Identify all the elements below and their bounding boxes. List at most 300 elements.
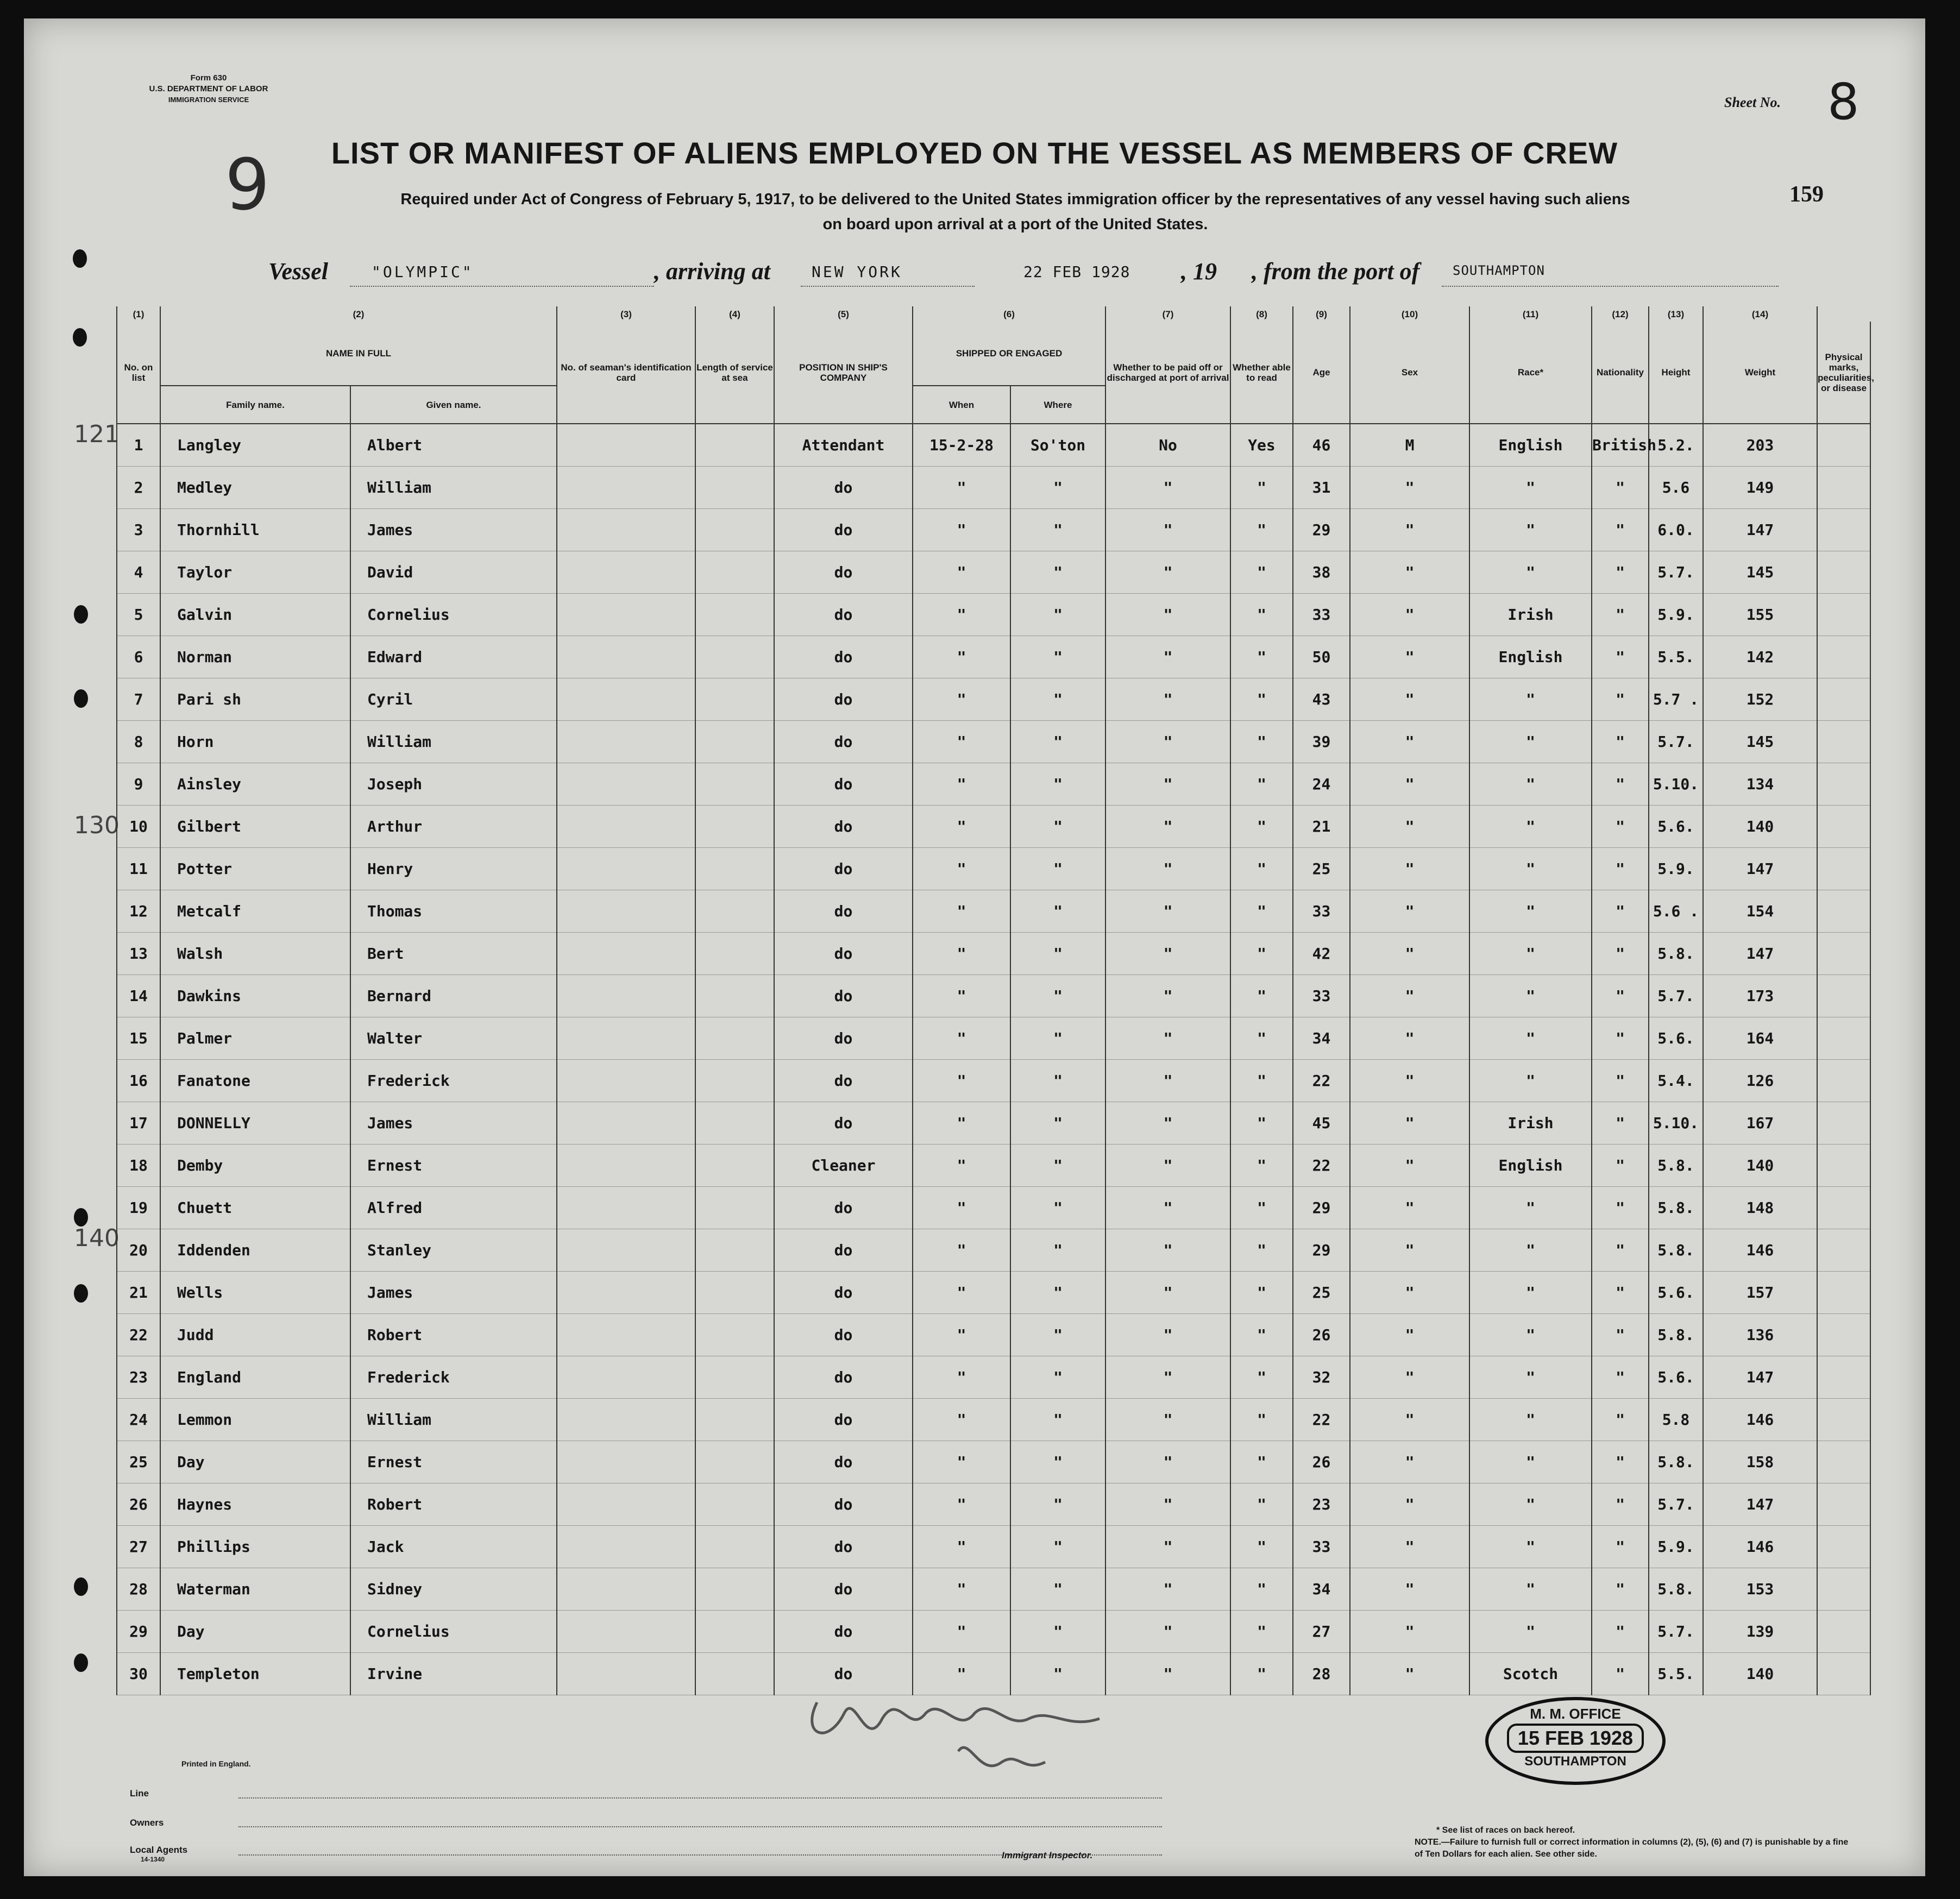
table-row — [117, 1441, 1870, 1483]
service-length — [695, 1060, 774, 1102]
weight: 158 — [1703, 1441, 1817, 1483]
race: " — [1469, 467, 1592, 509]
service-length — [695, 1356, 774, 1399]
sex: " — [1350, 1102, 1469, 1145]
able-to-read: " — [1230, 721, 1293, 763]
family-name: Dawkins — [160, 975, 350, 1017]
race: " — [1469, 1483, 1592, 1526]
row-number: 13 — [117, 933, 160, 975]
shipped-where: " — [1010, 1017, 1105, 1060]
header-given-name: Given name. — [350, 386, 557, 424]
given-name: Sidney — [350, 1568, 557, 1611]
line-label: Line — [130, 1788, 149, 1799]
paid-off: " — [1105, 1526, 1230, 1568]
position: do — [774, 1653, 913, 1695]
seaman-card — [557, 763, 695, 806]
physical-marks — [1817, 763, 1870, 806]
given-name: Edward — [350, 636, 557, 678]
weight: 148 — [1703, 1187, 1817, 1229]
header-when: When — [913, 386, 1010, 424]
table-row — [117, 467, 1870, 509]
table-row — [117, 551, 1870, 594]
shipped-where: " — [1010, 1102, 1105, 1145]
paid-off: " — [1105, 975, 1230, 1017]
age: 25 — [1293, 848, 1350, 890]
seaman-card — [557, 678, 695, 721]
able-to-read: " — [1230, 467, 1293, 509]
family-name: Lemmon — [160, 1399, 350, 1441]
paid-off: " — [1105, 1314, 1230, 1356]
able-to-read: " — [1230, 975, 1293, 1017]
table-row — [117, 721, 1870, 763]
table-row — [117, 1314, 1870, 1356]
note-race: * See list of races on back hereof. — [1436, 1826, 1575, 1835]
height: 5.7. — [1649, 1483, 1703, 1526]
paid-off: " — [1105, 1483, 1230, 1526]
paid-off: " — [1105, 1102, 1230, 1145]
header-length-service: Length of service at sea — [695, 322, 774, 424]
shipped-where: " — [1010, 975, 1105, 1017]
header-nationality: Nationality — [1592, 322, 1649, 424]
arrival-date: 22 FEB 1928 — [1023, 263, 1130, 281]
family-name: Medley — [160, 467, 350, 509]
paid-off: " — [1105, 848, 1230, 890]
family-name: Ainsley — [160, 763, 350, 806]
row-number: 28 — [117, 1568, 160, 1611]
able-to-read: " — [1230, 509, 1293, 551]
shipped-when: " — [913, 890, 1010, 933]
colnum-7: (7) — [1105, 306, 1230, 322]
crew-rows — [117, 424, 1870, 1695]
service-length — [695, 848, 774, 890]
shipped-when: 15-2-28 — [913, 424, 1010, 467]
seaman-card — [557, 1229, 695, 1272]
nationality: " — [1592, 678, 1649, 721]
physical-marks — [1817, 636, 1870, 678]
shipped-when: " — [913, 1314, 1010, 1356]
able-to-read: " — [1230, 1653, 1293, 1695]
weight: 145 — [1703, 551, 1817, 594]
subtitle-line-2: on board upon arrival at a port of the United States. — [822, 216, 1208, 233]
height: 5.8. — [1649, 933, 1703, 975]
position: do — [774, 1060, 913, 1102]
colnum-5: (5) — [774, 306, 913, 322]
service-length — [695, 721, 774, 763]
sex: " — [1350, 551, 1469, 594]
paid-off: " — [1105, 763, 1230, 806]
position: do — [774, 890, 913, 933]
given-name: Robert — [350, 1314, 557, 1356]
binder-hole — [74, 689, 88, 708]
weight: 203 — [1703, 424, 1817, 467]
weight: 140 — [1703, 806, 1817, 848]
position: do — [774, 509, 913, 551]
table-row — [117, 1483, 1870, 1526]
nationality: " — [1592, 721, 1649, 763]
sex: " — [1350, 1229, 1469, 1272]
shipped-when: " — [913, 806, 1010, 848]
nationality: " — [1592, 1356, 1649, 1399]
position: do — [774, 678, 913, 721]
shipped-where: " — [1010, 1526, 1105, 1568]
position: do — [774, 975, 913, 1017]
row-number: 16 — [117, 1060, 160, 1102]
physical-marks — [1817, 1568, 1870, 1611]
service-length — [695, 1483, 774, 1526]
position: do — [774, 1356, 913, 1399]
shipped-where: " — [1010, 509, 1105, 551]
shipped-when: " — [913, 1611, 1010, 1653]
weight: 147 — [1703, 509, 1817, 551]
given-name: William — [350, 721, 557, 763]
physical-marks — [1817, 933, 1870, 975]
physical-marks — [1817, 424, 1870, 467]
sex: " — [1350, 1483, 1469, 1526]
age: 29 — [1293, 1229, 1350, 1272]
table-row — [117, 1229, 1870, 1272]
physical-marks — [1817, 1229, 1870, 1272]
nationality: " — [1592, 1314, 1649, 1356]
race: Scotch — [1469, 1653, 1592, 1695]
height: 5.8. — [1649, 1441, 1703, 1483]
service-length — [695, 1229, 774, 1272]
age: 38 — [1293, 551, 1350, 594]
nationality: British — [1592, 424, 1649, 467]
shipped-when: " — [913, 594, 1010, 636]
height: 5.6 — [1649, 467, 1703, 509]
age: 42 — [1293, 933, 1350, 975]
race: Irish — [1469, 594, 1592, 636]
nationality: " — [1592, 551, 1649, 594]
race: " — [1469, 1356, 1592, 1399]
shipped-where: " — [1010, 551, 1105, 594]
paid-off: " — [1105, 678, 1230, 721]
family-name: England — [160, 1356, 350, 1399]
shipped-when: " — [913, 1441, 1010, 1483]
binder-hole — [74, 1577, 88, 1596]
able-to-read: " — [1230, 1356, 1293, 1399]
physical-marks — [1817, 551, 1870, 594]
shipped-when: " — [913, 1356, 1010, 1399]
shipped-where: " — [1010, 1314, 1105, 1356]
height: 5.4. — [1649, 1060, 1703, 1102]
race: English — [1469, 636, 1592, 678]
table-row — [117, 1526, 1870, 1568]
weight: 149 — [1703, 467, 1817, 509]
position: do — [774, 1483, 913, 1526]
nationality: " — [1592, 1017, 1649, 1060]
row-number: 12 — [117, 890, 160, 933]
seaman-card — [557, 848, 695, 890]
seaman-card — [557, 933, 695, 975]
age: 50 — [1293, 636, 1350, 678]
able-to-read: " — [1230, 1441, 1293, 1483]
shipped-when: " — [913, 848, 1010, 890]
table-row — [117, 509, 1870, 551]
physical-marks — [1817, 1653, 1870, 1695]
sex: " — [1350, 1399, 1469, 1441]
seaman-card — [557, 1653, 695, 1695]
shipped-when: " — [913, 467, 1010, 509]
given-name: Irvine — [350, 1653, 557, 1695]
shipped-when: " — [913, 1060, 1010, 1102]
owners-label: Owners — [130, 1818, 164, 1828]
row-number: 11 — [117, 848, 160, 890]
able-to-read: " — [1230, 1399, 1293, 1441]
row-number: 6 — [117, 636, 160, 678]
family-name: Haynes — [160, 1483, 350, 1526]
sex: " — [1350, 1356, 1469, 1399]
family-name: Metcalf — [160, 890, 350, 933]
row-number: 22 — [117, 1314, 160, 1356]
height: 5.6 . — [1649, 890, 1703, 933]
table-row — [117, 1060, 1870, 1102]
seaman-card — [557, 1399, 695, 1441]
family-name: Walsh — [160, 933, 350, 975]
seaman-card — [557, 1314, 695, 1356]
height: 5.8. — [1649, 1187, 1703, 1229]
height: 5.7. — [1649, 551, 1703, 594]
paid-off: " — [1105, 1653, 1230, 1695]
given-name: Bernard — [350, 975, 557, 1017]
service-length — [695, 467, 774, 509]
given-name: James — [350, 1272, 557, 1314]
paid-off: " — [1105, 1187, 1230, 1229]
row-number: 7 — [117, 678, 160, 721]
binder-hole — [73, 249, 87, 268]
colnum-9: (9) — [1293, 306, 1350, 322]
age: 31 — [1293, 467, 1350, 509]
nationality: " — [1592, 1653, 1649, 1695]
able-to-read: " — [1230, 1017, 1293, 1060]
given-name: Thomas — [350, 890, 557, 933]
table-row — [117, 1399, 1870, 1441]
from-port-label: , from the port of — [1252, 258, 1420, 285]
row-number: 20 — [117, 1229, 160, 1272]
able-to-read: Yes — [1230, 424, 1293, 467]
table-row — [117, 594, 1870, 636]
sex: " — [1350, 678, 1469, 721]
family-name: Iddenden — [160, 1229, 350, 1272]
nationality: " — [1592, 1229, 1649, 1272]
age: 22 — [1293, 1145, 1350, 1187]
shipped-when: " — [913, 1526, 1010, 1568]
given-name: James — [350, 509, 557, 551]
stamp-bottom: SOUTHAMPTON — [1524, 1754, 1626, 1769]
race: " — [1469, 1272, 1592, 1314]
position: do — [774, 1568, 913, 1611]
position: do — [774, 551, 913, 594]
sex: " — [1350, 848, 1469, 890]
weight: 146 — [1703, 1399, 1817, 1441]
header-physical-marks: Physical marks, peculiarities, or disease — [1817, 322, 1870, 424]
sex: M — [1350, 424, 1469, 467]
height: 5.9. — [1649, 594, 1703, 636]
header-race: Race* — [1469, 322, 1592, 424]
race: " — [1469, 806, 1592, 848]
nationality: " — [1592, 1272, 1649, 1314]
row-number: 21 — [117, 1272, 160, 1314]
age: 22 — [1293, 1060, 1350, 1102]
vessel-name: "OLYMPIC" — [372, 263, 474, 281]
service-name: IMMIGRATION SERVICE — [168, 96, 249, 104]
row-number: 10 — [117, 806, 160, 848]
service-length — [695, 1441, 774, 1483]
able-to-read: " — [1230, 636, 1293, 678]
local-agents-label: Local Agents — [130, 1845, 188, 1855]
paid-off: " — [1105, 933, 1230, 975]
age: 28 — [1293, 1653, 1350, 1695]
colnum-11: (11) — [1469, 306, 1592, 322]
given-name: Walter — [350, 1017, 557, 1060]
family-name: Norman — [160, 636, 350, 678]
service-length — [695, 1526, 774, 1568]
shipped-where: " — [1010, 1568, 1105, 1611]
race: " — [1469, 975, 1592, 1017]
able-to-read: " — [1230, 1102, 1293, 1145]
table-row — [117, 678, 1870, 721]
family-name: Phillips — [160, 1526, 350, 1568]
paid-off: " — [1105, 551, 1230, 594]
sex: " — [1350, 1441, 1469, 1483]
header-height: Height — [1649, 322, 1703, 424]
age: 26 — [1293, 1441, 1350, 1483]
position: do — [774, 467, 913, 509]
manifest-sheet — [24, 18, 1925, 1876]
sex: " — [1350, 1526, 1469, 1568]
paid-off: " — [1105, 1441, 1230, 1483]
form-header — [95, 73, 323, 105]
row-number: 3 — [117, 509, 160, 551]
shipped-when: " — [913, 1229, 1010, 1272]
race: " — [1469, 1187, 1592, 1229]
able-to-read: " — [1230, 806, 1293, 848]
race: " — [1469, 1441, 1592, 1483]
shipped-where: " — [1010, 1229, 1105, 1272]
age: 34 — [1293, 1568, 1350, 1611]
height: 5.2. — [1649, 424, 1703, 467]
given-name: Frederick — [350, 1356, 557, 1399]
inspector-signature — [795, 1670, 1176, 1789]
given-name: Alfred — [350, 1187, 557, 1229]
service-length — [695, 424, 774, 467]
row-number: 30 — [117, 1653, 160, 1695]
sex: " — [1350, 1187, 1469, 1229]
nationality: " — [1592, 763, 1649, 806]
seaman-card — [557, 509, 695, 551]
seaman-card — [557, 890, 695, 933]
height: 5.9. — [1649, 848, 1703, 890]
service-length — [695, 975, 774, 1017]
header-where: Where — [1010, 386, 1105, 424]
age: 25 — [1293, 1272, 1350, 1314]
position: do — [774, 1399, 913, 1441]
position: do — [774, 1187, 913, 1229]
position: do — [774, 848, 913, 890]
service-length — [695, 933, 774, 975]
race: " — [1469, 848, 1592, 890]
given-name: William — [350, 467, 557, 509]
physical-marks — [1817, 806, 1870, 848]
nationality: " — [1592, 509, 1649, 551]
colnum-13: (13) — [1649, 306, 1703, 322]
given-name: Cornelius — [350, 594, 557, 636]
colnum-8: (8) — [1230, 306, 1293, 322]
sex: " — [1350, 1017, 1469, 1060]
seaman-card — [557, 594, 695, 636]
service-length — [695, 1102, 774, 1145]
table-row — [117, 975, 1870, 1017]
weight: 164 — [1703, 1017, 1817, 1060]
given-name: Stanley — [350, 1229, 557, 1272]
physical-marks — [1817, 594, 1870, 636]
paid-off: " — [1105, 594, 1230, 636]
age: 32 — [1293, 1356, 1350, 1399]
subtitle-line-1: Required under Act of Congress of February 5, 1917, to be delivered to the United States immigration officer by the representatives of any vessel having such aliens — [400, 191, 1630, 208]
given-name: William — [350, 1399, 557, 1441]
weight: 154 — [1703, 890, 1817, 933]
binder-hole — [73, 328, 87, 347]
height: 5.8. — [1649, 1145, 1703, 1187]
seaman-card — [557, 1145, 695, 1187]
weight: 167 — [1703, 1102, 1817, 1145]
height: 5.8. — [1649, 1229, 1703, 1272]
nationality: " — [1592, 848, 1649, 890]
race: Irish — [1469, 1102, 1592, 1145]
family-name: Taylor — [160, 551, 350, 594]
race: " — [1469, 551, 1592, 594]
row-number: 23 — [117, 1356, 160, 1399]
physical-marks — [1817, 1314, 1870, 1356]
physical-marks — [1817, 1145, 1870, 1187]
shipped-where: So'ton — [1010, 424, 1105, 467]
position: do — [774, 1314, 913, 1356]
race: " — [1469, 509, 1592, 551]
header-age: Age — [1293, 322, 1350, 424]
row-number: 25 — [117, 1441, 160, 1483]
year-label: , 19 — [1181, 258, 1217, 285]
able-to-read: " — [1230, 1060, 1293, 1102]
document-subtitle — [268, 187, 1762, 237]
row-number: 5 — [117, 594, 160, 636]
row-number: 15 — [117, 1017, 160, 1060]
height: 5.7 . — [1649, 678, 1703, 721]
weight: 140 — [1703, 1653, 1817, 1695]
paid-off: " — [1105, 890, 1230, 933]
weight: 147 — [1703, 848, 1817, 890]
table-row — [117, 1017, 1870, 1060]
able-to-read: " — [1230, 848, 1293, 890]
weight: 126 — [1703, 1060, 1817, 1102]
age: 23 — [1293, 1483, 1350, 1526]
service-length — [695, 1314, 774, 1356]
table-row — [117, 933, 1870, 975]
physical-marks — [1817, 1483, 1870, 1526]
shipped-when: " — [913, 1568, 1010, 1611]
position: do — [774, 1441, 913, 1483]
shipped-where: " — [1010, 1441, 1105, 1483]
nationality: " — [1592, 467, 1649, 509]
age: 29 — [1293, 509, 1350, 551]
shipped-where: " — [1010, 848, 1105, 890]
row-number: 29 — [117, 1611, 160, 1653]
nationality: " — [1592, 1145, 1649, 1187]
service-length — [695, 1017, 774, 1060]
race: " — [1469, 1568, 1592, 1611]
nationality: " — [1592, 1102, 1649, 1145]
vessel-label: Vessel — [268, 258, 328, 285]
handwritten-margin-mark: 9 — [225, 143, 270, 226]
